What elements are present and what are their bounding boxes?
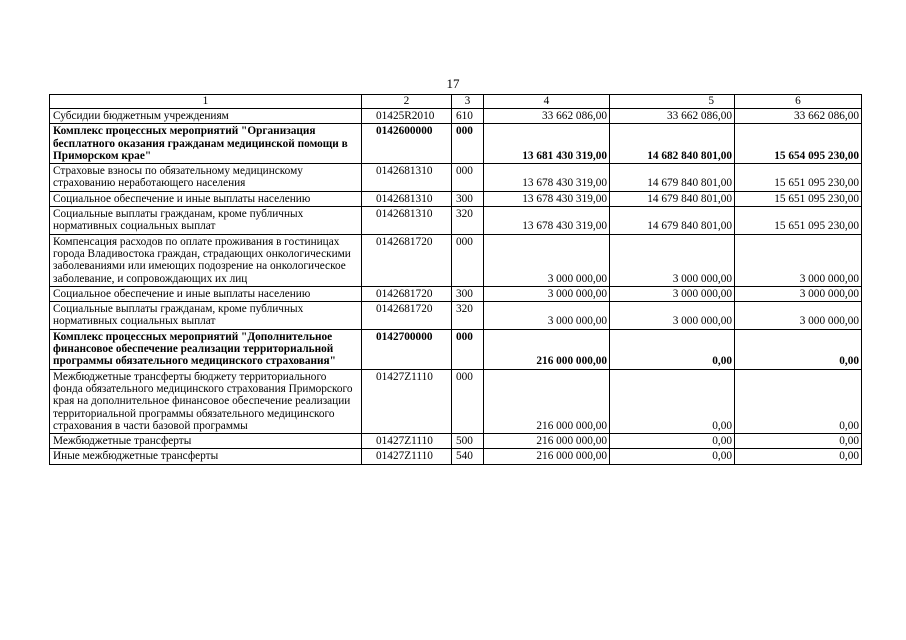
row-name: Социальное обеспечение и иные выплаты населению [50,286,362,301]
table-row [50,449,862,464]
header-col-1: 1 [50,95,362,109]
row-value-1: 33 662 086,00 [484,109,610,124]
row-code: 0142681310 [362,191,452,206]
row-name: Социальные выплаты гражданам, кроме публичных нормативных социальных выплат [50,302,362,330]
row-vr: 000 [452,234,484,286]
row-value-2: 0,00 [610,369,735,433]
row-value-1: 13 681 430 319,00 [484,124,610,164]
header-row [50,95,862,109]
row-name: Комплекс процессных мероприятий "Организация бесплатного оказания гражданам медицинской помощи в Приморском крае" [50,124,362,164]
table-row [50,434,862,449]
row-value-2: 14 679 840 801,00 [610,191,735,206]
row-name: Межбюджетные трансферты [50,434,362,449]
table-row [50,124,862,164]
row-value-1: 13 678 430 319,00 [484,191,610,206]
row-value-1: 13 678 430 319,00 [484,207,610,235]
row-value-1: 216 000 000,00 [484,434,610,449]
row-name: Иные межбюджетные трансферты [50,449,362,464]
row-value-3: 15 651 095 230,00 [735,207,862,235]
row-code: 0142681310 [362,164,452,192]
row-value-3: 0,00 [735,434,862,449]
row-vr: 610 [452,109,484,124]
header-col-3: 3 [452,95,484,109]
row-value-3: 0,00 [735,329,862,369]
row-value-1: 3 000 000,00 [484,234,610,286]
row-vr: 300 [452,191,484,206]
row-value-3: 3 000 000,00 [735,234,862,286]
budget-table [49,94,862,465]
row-vr: 500 [452,434,484,449]
table-row [50,164,862,192]
row-vr: 000 [452,124,484,164]
table-row [50,191,862,206]
header-col-5: 5 [610,95,735,109]
header-col-4: 4 [484,95,610,109]
row-code: 0142681720 [362,286,452,301]
row-value-1: 216 000 000,00 [484,449,610,464]
row-code: 01427Z1110 [362,434,452,449]
row-name: Социальные выплаты гражданам, кроме публичных нормативных социальных выплат [50,207,362,235]
row-code: 01425R2010 [362,109,452,124]
row-value-2: 14 679 840 801,00 [610,164,735,192]
row-vr: 000 [452,164,484,192]
row-code: 0142681720 [362,302,452,330]
header-col-2: 2 [362,95,452,109]
row-code: 0142681720 [362,234,452,286]
row-value-1: 3 000 000,00 [484,286,610,301]
table-row [50,207,862,235]
row-name: Межбюджетные трансферты бюджету территориального фонда обязательного медицинского страхования Приморского края на дополнительное финансовое обеспечение реализации территориальной программы обязательного медицинского страхования в части базовой программы [50,369,362,433]
table-row [50,369,862,433]
row-value-3: 15 651 095 230,00 [735,191,862,206]
row-value-2: 3 000 000,00 [610,302,735,330]
row-code: 0142681310 [362,207,452,235]
row-value-2: 14 682 840 801,00 [610,124,735,164]
row-name: Субсидии бюджетным учреждениям [50,109,362,124]
page-number: 17 [446,76,460,91]
row-value-3: 33 662 086,00 [735,109,862,124]
row-code: 0142700000 [362,329,452,369]
header-col-6: 6 [735,95,862,109]
table-row [50,234,862,286]
row-value-2: 3 000 000,00 [610,234,735,286]
row-code: 0142600000 [362,124,452,164]
row-value-2: 0,00 [610,329,735,369]
row-name: Компенсация расходов по оплате проживания в гостиницах города Владивостока граждан, страдающих онкологическими заболеваниями или имеющих подозрение на онкологическое заболевание, и сопровождающих их лиц [50,234,362,286]
row-code: 01427Z1110 [362,369,452,433]
row-value-2: 0,00 [610,434,735,449]
row-value-3: 0,00 [735,449,862,464]
table-row [50,286,862,301]
row-code: 01427Z1110 [362,449,452,464]
row-value-2: 14 679 840 801,00 [610,207,735,235]
row-value-1: 216 000 000,00 [484,369,610,433]
row-value-3: 0,00 [735,369,862,433]
row-value-1: 216 000 000,00 [484,329,610,369]
row-name: Комплекс процессных мероприятий "Дополнительное финансовое обеспечение реализации территориальной программы обязательного медицинского страхования" [50,329,362,369]
row-value-3: 3 000 000,00 [735,302,862,330]
table-row [50,302,862,330]
row-vr: 320 [452,207,484,235]
table-row [50,329,862,369]
row-value-1: 13 678 430 319,00 [484,164,610,192]
row-value-2: 33 662 086,00 [610,109,735,124]
row-value-3: 3 000 000,00 [735,286,862,301]
row-name: Социальное обеспечение и иные выплаты населению [50,191,362,206]
row-value-3: 15 654 095 230,00 [735,124,862,164]
row-value-3: 15 651 095 230,00 [735,164,862,192]
row-vr: 300 [452,286,484,301]
row-vr: 540 [452,449,484,464]
row-value-1: 3 000 000,00 [484,302,610,330]
row-name: Страховые взносы по обязательному медицинскому страхованию неработающего населения [50,164,362,192]
table-row [50,109,862,124]
row-vr: 000 [452,369,484,433]
row-vr: 320 [452,302,484,330]
row-vr: 000 [452,329,484,369]
row-value-2: 3 000 000,00 [610,286,735,301]
row-value-2: 0,00 [610,449,735,464]
